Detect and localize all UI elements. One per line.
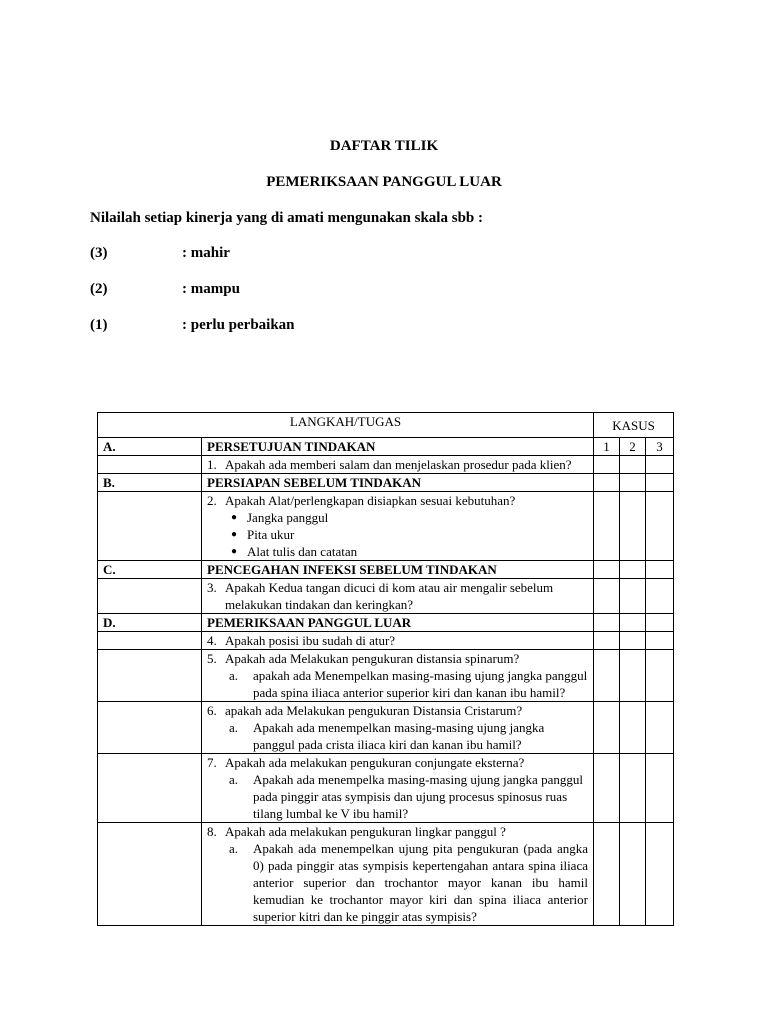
bullet-icon: ● xyxy=(231,546,238,557)
checklist-item xyxy=(202,650,594,702)
checklist-item xyxy=(202,823,594,926)
score-cell[interactable] xyxy=(620,561,646,579)
score-cell[interactable] xyxy=(646,823,674,926)
case-number: 1 xyxy=(594,438,620,456)
bullet-item xyxy=(207,526,588,543)
instruction-text: Nilailah setiap kinerja yang di amati mengunakan skala sbb : xyxy=(90,210,483,226)
document-title: DAFTAR TILIK xyxy=(329,138,439,154)
score-cell[interactable] xyxy=(620,614,646,632)
empty-cell xyxy=(98,492,202,561)
item-number: 8. xyxy=(207,824,217,839)
item-number: 5. xyxy=(207,651,217,666)
sub-text: Apakah ada menempelka masing-masing ujung jangka panggul pada pinggir atas sympisis dan ujung procesus spinosus ruas tilang lumbal ke V ibu hamil? xyxy=(253,772,583,821)
empty-cell xyxy=(98,823,202,926)
score-cell[interactable] xyxy=(646,561,674,579)
scale-row xyxy=(90,281,240,298)
sub-text: Apakah ada menempelkan ujung pita pengukuran (pada angka 0) pada pinggir atas sympisis kepertengahan antara spina iliaca anterior superior dan trochantor mayor kanan ibu hamil kemudian ke trochantor mayor kiri dan spina iliaca anterior superior kitri dan ke pinggir atas sympisis? xyxy=(253,841,588,924)
bullet-icon: ● xyxy=(231,512,238,523)
score-cell[interactable] xyxy=(594,702,620,754)
scale-row xyxy=(90,317,295,334)
section-row xyxy=(98,561,674,579)
table-row xyxy=(98,650,674,702)
table-row xyxy=(98,702,674,754)
score-cell[interactable] xyxy=(646,632,674,650)
table-row xyxy=(98,456,674,474)
score-cell[interactable] xyxy=(646,579,674,614)
score-cell[interactable] xyxy=(646,474,674,492)
bullet-text: Alat tulis dan catatan xyxy=(247,544,358,559)
score-cell[interactable] xyxy=(594,456,620,474)
score-cell[interactable] xyxy=(620,579,646,614)
item-number: 2. xyxy=(207,493,217,508)
score-cell[interactable] xyxy=(594,754,620,823)
section-title: PEMERIKSAAN PANGGUL LUAR xyxy=(202,614,594,632)
section-letter: C. xyxy=(98,561,202,579)
score-cell[interactable] xyxy=(594,474,620,492)
item-text: Apakah Alat/perlengkapan disiapkan sesuai kebutuhan? xyxy=(225,493,516,508)
table-row xyxy=(98,754,674,823)
checklist-item xyxy=(202,632,594,650)
empty-cell xyxy=(98,579,202,614)
item-number: 1. xyxy=(207,457,217,472)
score-cell[interactable] xyxy=(620,492,646,561)
case-number: 2 xyxy=(620,438,646,456)
section-row xyxy=(98,474,674,492)
header-case: KASUS xyxy=(594,413,674,438)
bullet-item xyxy=(207,543,588,560)
item-text: Apakah posisi ibu sudah di atur? xyxy=(225,633,396,648)
case-number: 3 xyxy=(646,438,674,456)
score-cell[interactable] xyxy=(620,702,646,754)
table-row xyxy=(98,579,674,614)
item-number: 7. xyxy=(207,755,217,770)
score-cell[interactable] xyxy=(594,650,620,702)
score-cell[interactable] xyxy=(594,492,620,561)
section-row xyxy=(98,438,674,456)
score-cell[interactable] xyxy=(646,492,674,561)
bullet-text: Pita ukur xyxy=(247,527,295,542)
score-cell[interactable] xyxy=(646,754,674,823)
table-row xyxy=(98,823,674,926)
sub-text: apakah ada Menempelkan masing-masing ujung jangka panggul pada spina iliaca anterior superior kiri dan kanan ibu hamil? xyxy=(253,668,588,700)
section-title: PERSIAPAN SEBELUM TINDAKAN xyxy=(202,474,594,492)
score-cell[interactable] xyxy=(620,456,646,474)
sub-text: Apakah ada menempelkan masing-masing ujung jangka panggul pada crista iliaca kiri dan kanan ibu hamil? xyxy=(253,720,545,752)
scale-label: : mahir xyxy=(182,245,230,261)
empty-cell xyxy=(98,650,202,702)
item-text: Apakah ada melakukan pengukuran lingkar panggul ? xyxy=(225,824,506,839)
checklist-item xyxy=(202,702,594,754)
empty-cell xyxy=(98,754,202,823)
document-subtitle: PEMERIKSAAN PANGGUL LUAR xyxy=(266,174,502,190)
item-text: Apakah ada Melakukan pengukuran distansia spinarum? xyxy=(225,651,520,666)
section-title: PENCEGAHAN INFEKSI SEBELUM TINDAKAN xyxy=(202,561,594,579)
score-cell[interactable] xyxy=(594,579,620,614)
sub-letter: a. xyxy=(229,668,239,683)
item-text: Apakah ada memberi salam dan menjelaskan prosedur pada klien? xyxy=(225,457,572,472)
sub-letter: a. xyxy=(229,841,239,856)
section-title: PERSETUJUAN TINDAKAN xyxy=(202,438,594,456)
scale-code: (2) xyxy=(90,281,108,297)
score-cell[interactable] xyxy=(594,632,620,650)
item-number: 6. xyxy=(207,703,217,718)
score-cell[interactable] xyxy=(646,650,674,702)
bullet-item xyxy=(207,509,588,526)
table-row xyxy=(98,492,674,561)
scale-row xyxy=(90,245,230,262)
score-cell[interactable] xyxy=(594,561,620,579)
section-letter: A. xyxy=(98,438,202,456)
item-text: Apakah Kedua tangan dicuci di kom atau air mengalir sebelum melakukan tindakan dan keringkan? xyxy=(225,580,554,612)
section-row xyxy=(98,614,674,632)
header-task: LANGKAH/TUGAS xyxy=(98,413,594,438)
score-cell[interactable] xyxy=(594,614,620,632)
empty-cell xyxy=(98,632,202,650)
sub-letter: a. xyxy=(229,772,239,787)
sub-letter: a. xyxy=(229,720,239,735)
scale-code: (1) xyxy=(90,317,108,333)
checklist-item xyxy=(202,492,594,561)
section-letter: D. xyxy=(98,614,202,632)
item-text: Apakah ada melakukan pengukuran conjungate eksterna? xyxy=(225,755,525,770)
score-cell[interactable] xyxy=(620,650,646,702)
score-cell[interactable] xyxy=(620,474,646,492)
checklist-item xyxy=(202,754,594,823)
empty-cell xyxy=(98,702,202,754)
bullet-icon: ● xyxy=(231,529,238,540)
table-header-row xyxy=(98,413,674,438)
score-cell[interactable] xyxy=(646,702,674,754)
scale-code: (3) xyxy=(90,245,108,261)
score-cell[interactable] xyxy=(620,632,646,650)
score-cell[interactable] xyxy=(620,823,646,926)
score-cell[interactable] xyxy=(620,754,646,823)
item-number: 3. xyxy=(207,580,217,595)
empty-cell xyxy=(98,456,202,474)
section-letter: B. xyxy=(98,474,202,492)
scale-label: : perlu perbaikan xyxy=(182,317,295,333)
checklist-table xyxy=(97,412,674,926)
checklist-item xyxy=(202,456,594,474)
checklist-item xyxy=(202,579,594,614)
bullet-text: Jangka panggul xyxy=(247,510,329,525)
item-text: apakah ada Melakukan pengukuran Distansia Cristarum? xyxy=(225,703,523,718)
score-cell[interactable] xyxy=(594,823,620,926)
table-row xyxy=(98,632,674,650)
score-cell[interactable] xyxy=(646,614,674,632)
item-number: 4. xyxy=(207,633,217,648)
score-cell[interactable] xyxy=(646,456,674,474)
scale-label: : mampu xyxy=(182,281,240,297)
